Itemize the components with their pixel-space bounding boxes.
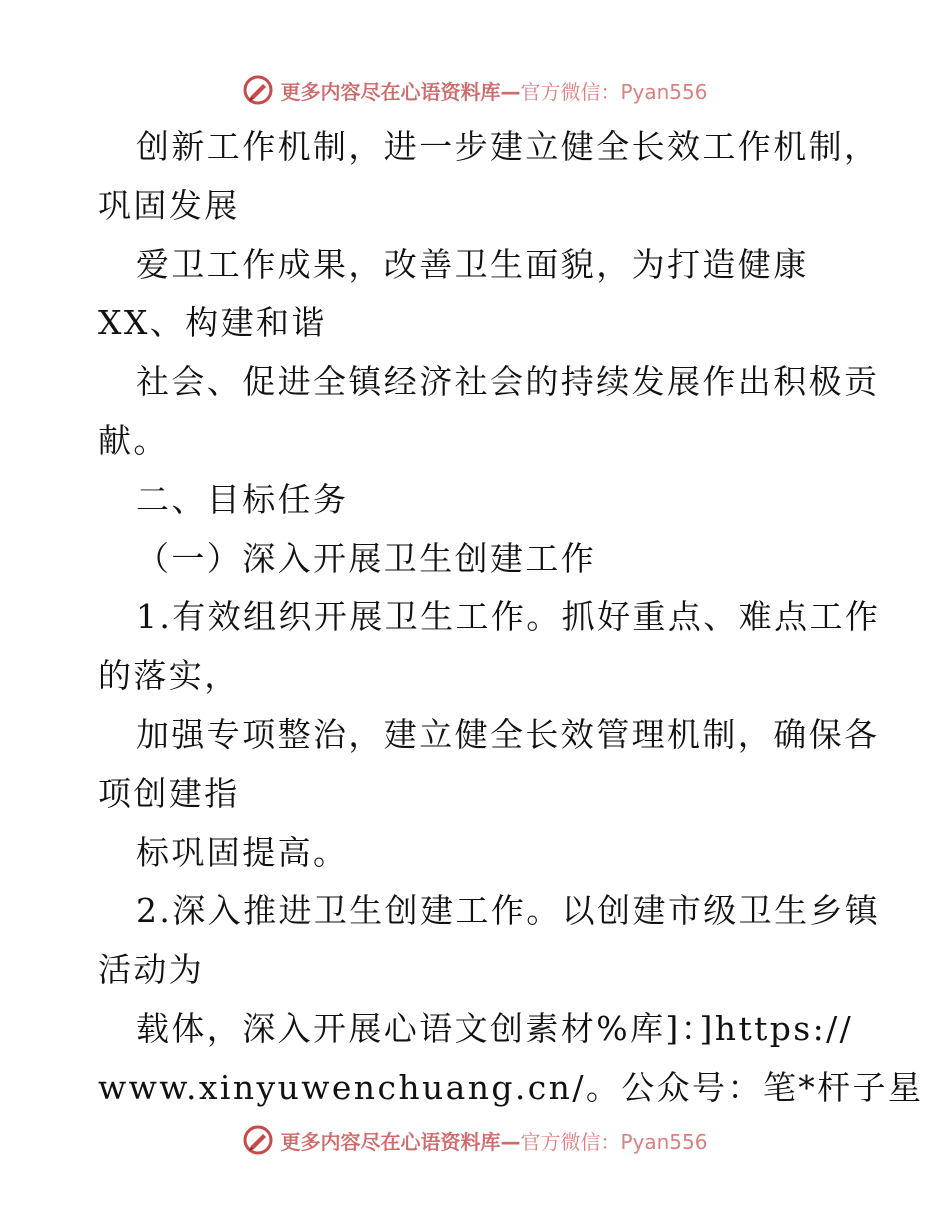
text-line: 1.有效组织开展卫生工作。抓好重点、难点工作 (136, 597, 881, 637)
text-line: 二、目标任务 (136, 479, 349, 519)
text-line: 巩固发展 (98, 185, 240, 225)
watermark-contact: 官方微信：Pyan556 (520, 1129, 708, 1154)
header-watermark-banner (0, 70, 950, 110)
text-line: 创新工作机制，进一步建立健全长效工作机制， (136, 127, 880, 166)
text-line: 项创建指 (98, 773, 240, 813)
watermark-text: 更多内容尽在心语资料库—官方微信：Pyan556 (280, 79, 708, 104)
document-body (98, 118, 924, 1118)
text-line: 的落实， (98, 656, 240, 696)
text-line: 献。 (98, 420, 169, 460)
text-line: 社会、促进全镇经济社会的持续发展作出积极贡 (136, 362, 880, 402)
text-line: 载体，深入开展心语文创素材%库]：]https:// (136, 1008, 854, 1048)
watermark-text: 更多内容尽在心语资料库—官方微信：Pyan556 (280, 1129, 708, 1154)
watermark-contact: 官方微信：Pyan556 (520, 79, 708, 104)
footer-watermark-banner (0, 1120, 950, 1160)
text-line: 活动为 (98, 950, 205, 990)
text-line: 加强专项整治，建立健全长效管理机制，确保各 (136, 714, 880, 754)
pen-logo-icon (242, 1124, 274, 1156)
text-line: （一）深入开展卫生创建工作 (136, 538, 597, 578)
text-line: XX、构建和谐 (98, 303, 327, 343)
text-line: www.xinyuwenchuang.cn/。公众号：笔*杆子星 (98, 1067, 924, 1107)
text-line: 爱卫工作成果，改善卫生面貌，为打造健康 (136, 244, 809, 284)
text-line: 2.深入推进卫生创建工作。以创建市级卫生乡镇 (136, 891, 881, 931)
pen-logo-icon (242, 74, 274, 106)
text-line: 标巩固提高。 (136, 832, 349, 872)
